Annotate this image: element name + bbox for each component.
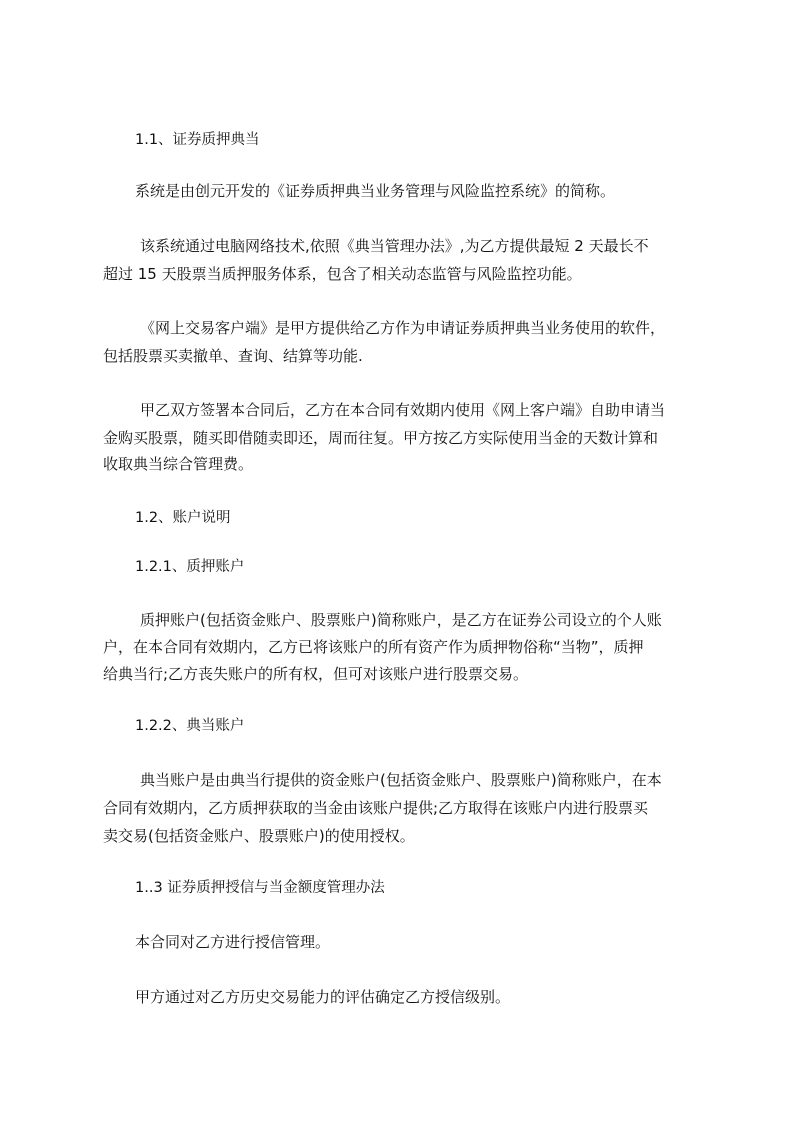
heading-1-1: 1.1、证券质押典当: [135, 132, 260, 148]
heading-1-3: 1..3 证券质押授信与当金额度管理办法: [135, 880, 385, 896]
paragraph-credit-evaluation: 甲方通过对乙方历史交易能力的评估确定乙方授信级别。: [135, 988, 511, 1006]
paragraph-usage-line-2: 金购买股票，随买即借随卖即还，周而往复。甲方按乙方实际使用当金的天数计算和: [103, 429, 659, 447]
paragraph-system-definition: 系统是由创元开发的《证券质押典当业务管理与风险监控系统》的简称。: [135, 182, 616, 200]
paragraph-pledge-account-line-1: 质押账户(包括资金账户、股票账户)简称账户，是乙方在证券公司设立的个人账: [140, 611, 662, 629]
paragraph-system-description-line-2: 超过 15 天股票当质押服务体系，包含了相关动态监管与风险监控功能。: [103, 265, 582, 283]
paragraph-usage-line-3: 收取典当综合管理费。: [103, 455, 254, 473]
paragraph-system-description-line-1: 该系统通过电脑网络技术,依照《典当管理办法》,为乙方提供最短 2 天最长不: [140, 237, 649, 255]
paragraph-credit-management: 本合同对乙方进行授信管理。: [135, 933, 331, 951]
paragraph-pawn-account-line-1: 典当账户是由典当行提供的资金账户(包括资金账户、股票账户)简称账户，在本: [140, 771, 662, 789]
paragraph-pledge-account-line-2: 户，在本合同有效期内，乙方已将该账户的所有资产作为质押物俗称“当物”，质押: [103, 638, 644, 656]
heading-1-2: 1.2、账户说明: [135, 510, 231, 526]
paragraph-client-software-line-2: 包括股票买卖撤单、查询、结算等功能.: [103, 347, 363, 365]
heading-1-2-2: 1.2.2、典当账户: [135, 718, 245, 734]
heading-1-2-1: 1.2.1、质押账户: [135, 559, 245, 575]
paragraph-client-software-line-1: 《网上交易客户端》是甲方提供给乙方作为申请证券质押典当业务使用的软件，: [140, 319, 666, 337]
paragraph-usage-line-1: 甲乙双方签署本合同后，乙方在本合同有效期内使用《网上客户端》自助申请当: [140, 401, 666, 419]
paragraph-pawn-account-line-2: 合同有效期内，乙方质押获取的当金由该账户提供;乙方取得在该账户内进行股票买: [103, 799, 649, 817]
paragraph-pawn-account-line-3: 卖交易(包括资金账户、股票账户)的使用授权。: [103, 827, 415, 845]
paragraph-pledge-account-line-3: 给典当行;乙方丧失账户的所有权，但可对该账户进行股票交易。: [103, 665, 529, 683]
